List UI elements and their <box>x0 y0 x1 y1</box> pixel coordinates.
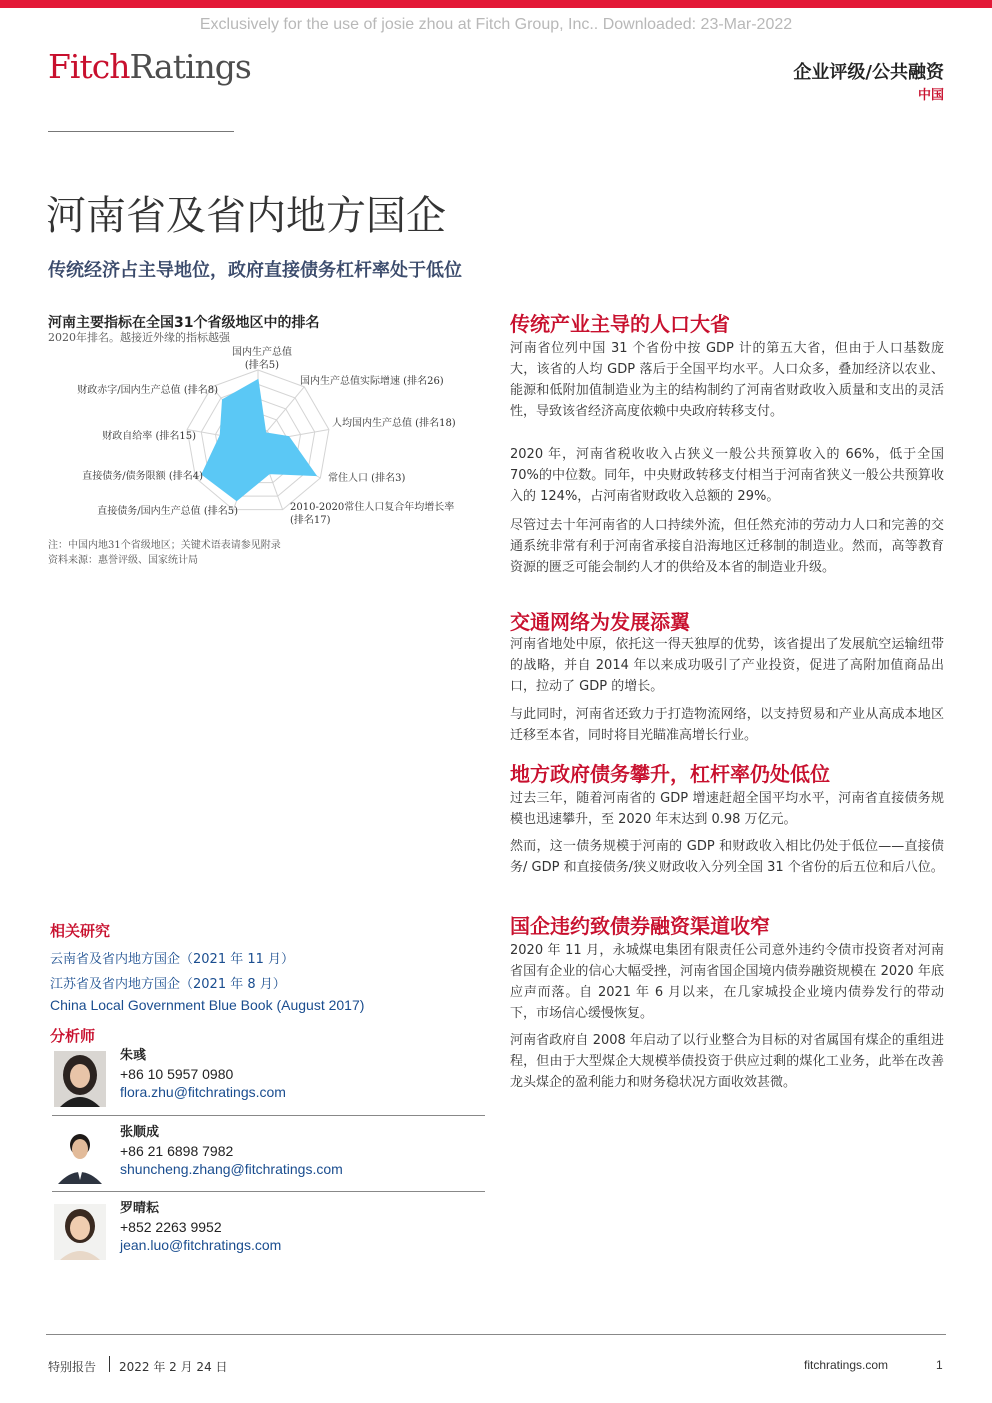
chart-source-text: 资料来源：惠誉评级、国家统计局 <box>48 555 198 566</box>
footer-date: 2022 年 2 月 24 日 <box>119 1360 228 1374</box>
analysts-heading: 分析师 <box>50 1027 96 1045</box>
analyst-card <box>50 1201 485 1274</box>
chart-note-text: 注：中国内地31个省级地区；关键术语表请参见附录 <box>48 540 281 551</box>
analyst-email[interactable]: flora.zhu@fitchratings.com <box>120 1084 286 1100</box>
radar-axis-label-line: 人均国内生产总值 (排名18) <box>332 418 456 429</box>
radar-axis-label-line: 直接债务/国内生产总值 (排名5) <box>97 506 238 517</box>
analyst-divider <box>52 1191 485 1192</box>
analyst-email[interactable]: jean.luo@fitchratings.com <box>120 1237 282 1253</box>
radar-axis-label <box>332 416 456 429</box>
radar-axis-label <box>232 345 292 371</box>
footer-divider <box>46 1334 946 1335</box>
footer-separator <box>109 1356 110 1372</box>
radar-axis-label <box>300 374 444 387</box>
radar-axis-label <box>77 383 218 396</box>
logo-divider <box>48 131 234 132</box>
section-paragraph: 河南省地处中原，依托这一得天独厚的优势，该省提出了发展航空运输纽带的战略，并自 2014 年以来成功吸引了产业投资，促进了高附加值商品出口，拉动了 GDP 的增长。 <box>510 637 944 694</box>
radar-axis-label <box>290 500 454 526</box>
analyst-divider <box>52 1115 485 1116</box>
radar-axis-label-line: (排名5) <box>244 360 280 371</box>
section-paragraph: 2020 年 11 月，永城煤电集团有限责任公司意外违约令债市投资者对河南省国有企业的信心大幅受挫，河南省国企国境内债券融资规模在 2020 年底应声而落。自 2021 年 6 月以来，在几家城投企业境内债券发行的带动下，市场信心缓慢恢复。 <box>510 943 944 1021</box>
report-subtitle: 传统经济占主导地位，政府直接债务杠杆率处于低位 <box>48 260 462 281</box>
page-number: 1 <box>936 1358 943 1372</box>
analyst-email[interactable]: shuncheng.zhang@fitchratings.com <box>120 1161 343 1177</box>
radar-axis-label-line: (排名17) <box>290 515 331 526</box>
footer-report-type: 特别报告 <box>48 1360 97 1374</box>
radar-axis-label <box>97 504 238 517</box>
download-watermark: Exclusively for the use of josie zhou at Fitch Group, Inc.. Downloaded: 23-Mar-2022 <box>199 16 793 33</box>
radar-axis-label <box>82 469 203 482</box>
sector-label: 企业评级/公共融资 <box>793 62 944 83</box>
analyst-phone: +852 2263 9952 <box>120 1219 222 1235</box>
footer-website[interactable]: fitchratings.com <box>804 1358 889 1372</box>
section-heading: 交通网络为发展添翼 <box>510 610 690 634</box>
radar-axis-label-line: 2010-2020常住人口复合年均增长率 <box>290 502 455 513</box>
analyst-photo <box>54 1051 106 1107</box>
country-label: 中国 <box>917 88 944 103</box>
related-research-heading: 相关研究 <box>50 922 111 940</box>
section-paragraph: 2020 年，河南省税收收入占狭义一般公共预算收入的 66%，低于全国 70%的中位数。同年，中央财政转移支付相当于河南省狭义一般公共预算收入的 124%，占河南省财政收入总额的 29%。 <box>510 447 944 504</box>
logo-fitch-text: Fitch <box>48 47 130 86</box>
related-link-jiangsu[interactable]: 江苏省及省内地方国企（2021 年 8 月） <box>50 977 286 992</box>
analyst-phone: +86 10 5957 0980 <box>120 1066 234 1082</box>
chart-title: 河南主要指标在全国31个省级地区中的排名 <box>48 315 320 331</box>
section-paragraph: 河南省位列中国 31 个省份中按 GDP 计的第五大省，但由于人口基数庞大，该省的人均 GDP 落后于全国平均水平。人口众多，叠加经济以农业、能源和低附加值制造业为主的结构制约了河南省财政收入质量和支出的灵活性，导致该省经济高度依赖中央政府转移支付。 <box>510 341 944 419</box>
radar-axis-label-line: 财政赤字/国内生产总值 (排名8) <box>77 385 218 396</box>
radar-axis-label-line: 国内生产总值实际增速 (排名26) <box>300 376 444 387</box>
section-heading: 传统产业主导的人口大省 <box>510 312 730 336</box>
section-paragraph: 尽管过去十年河南省的人口持续外流，但任然充沛的劳动力人口和完善的交通系统非常有利于河南省承接自沿海地区迁移制的制造业。然而，高等教育资源的匮乏可能会制约人才的供给及本省的制造业升级。 <box>510 518 944 575</box>
section-paragraph: 过去三年，随着河南省的 GDP 增速赶超全国平均水平，河南省直接债务规模也迅速攀升，至 2020 年末达到 0.98 万亿元。 <box>510 791 944 827</box>
radar-axis-label-line: 常住人口 (排名3) <box>328 473 406 484</box>
radar-axis-label <box>328 471 405 484</box>
analyst-photo <box>54 1128 106 1184</box>
logo-ratings-text: Ratings <box>129 47 251 86</box>
chart-subtitle: 2020年排名。越接近外缘的指标越强 <box>48 331 230 344</box>
radar-axis-label <box>102 429 196 442</box>
radar-axis-label-line: 财政自给率 (排名15) <box>102 431 196 442</box>
ranking-radar-chart <box>48 340 488 530</box>
related-link-bluebook[interactable]: China Local Government Blue Book (August 2017) <box>50 997 365 1013</box>
chart-footnote <box>48 538 281 568</box>
report-title: 河南省及省内地方国企 <box>46 193 446 239</box>
analyst-photo <box>54 1204 106 1260</box>
section-paragraph: 河南省政府自 2008 年启动了以行业整合为目标的对省属国有煤企的重组进程，但由于大型煤企大规模举债投资于供应过剩的煤化工业务，此举在改善龙头煤企的盈利能力和财务稳状况方面收效甚微。 <box>510 1033 944 1090</box>
radar-axis-label-line: 国内生产总值 <box>232 347 292 358</box>
analyst-name: 张顺成 <box>120 1125 160 1140</box>
analyst-phone: +86 21 6898 7982 <box>120 1143 234 1159</box>
related-link-yunnan[interactable]: 云南省及省内地方国企（2021 年 11 月） <box>50 952 295 967</box>
top-accent-bar <box>0 0 992 8</box>
radar-axis-label-line: 直接债务/债务限额 (排名4) <box>82 471 203 482</box>
fitch-ratings-logo <box>48 47 251 86</box>
section-heading: 地方政府债务攀升，杠杆率仍处低位 <box>510 762 830 786</box>
analyst-name: 罗晴耘 <box>120 1201 160 1216</box>
analyst-card <box>50 1125 485 1198</box>
section-paragraph: 与此同时，河南省还致力于打造物流网络，以支持贸易和产业从高成本地区迁移至本省，同时将目光瞄准高增长行业。 <box>510 707 944 743</box>
section-paragraph: 然而，这一债务规模于河南的 GDP 和财政收入相比仍处于低位——直接债务/ GDP 和直接债务/狭义财政收入分列全国 31 个省份的后五位和后八位。 <box>510 839 944 875</box>
analyst-card <box>50 1048 485 1121</box>
section-heading: 国企违约致债券融资渠道收窄 <box>510 914 770 938</box>
analyst-name: 朱彧 <box>120 1048 147 1063</box>
